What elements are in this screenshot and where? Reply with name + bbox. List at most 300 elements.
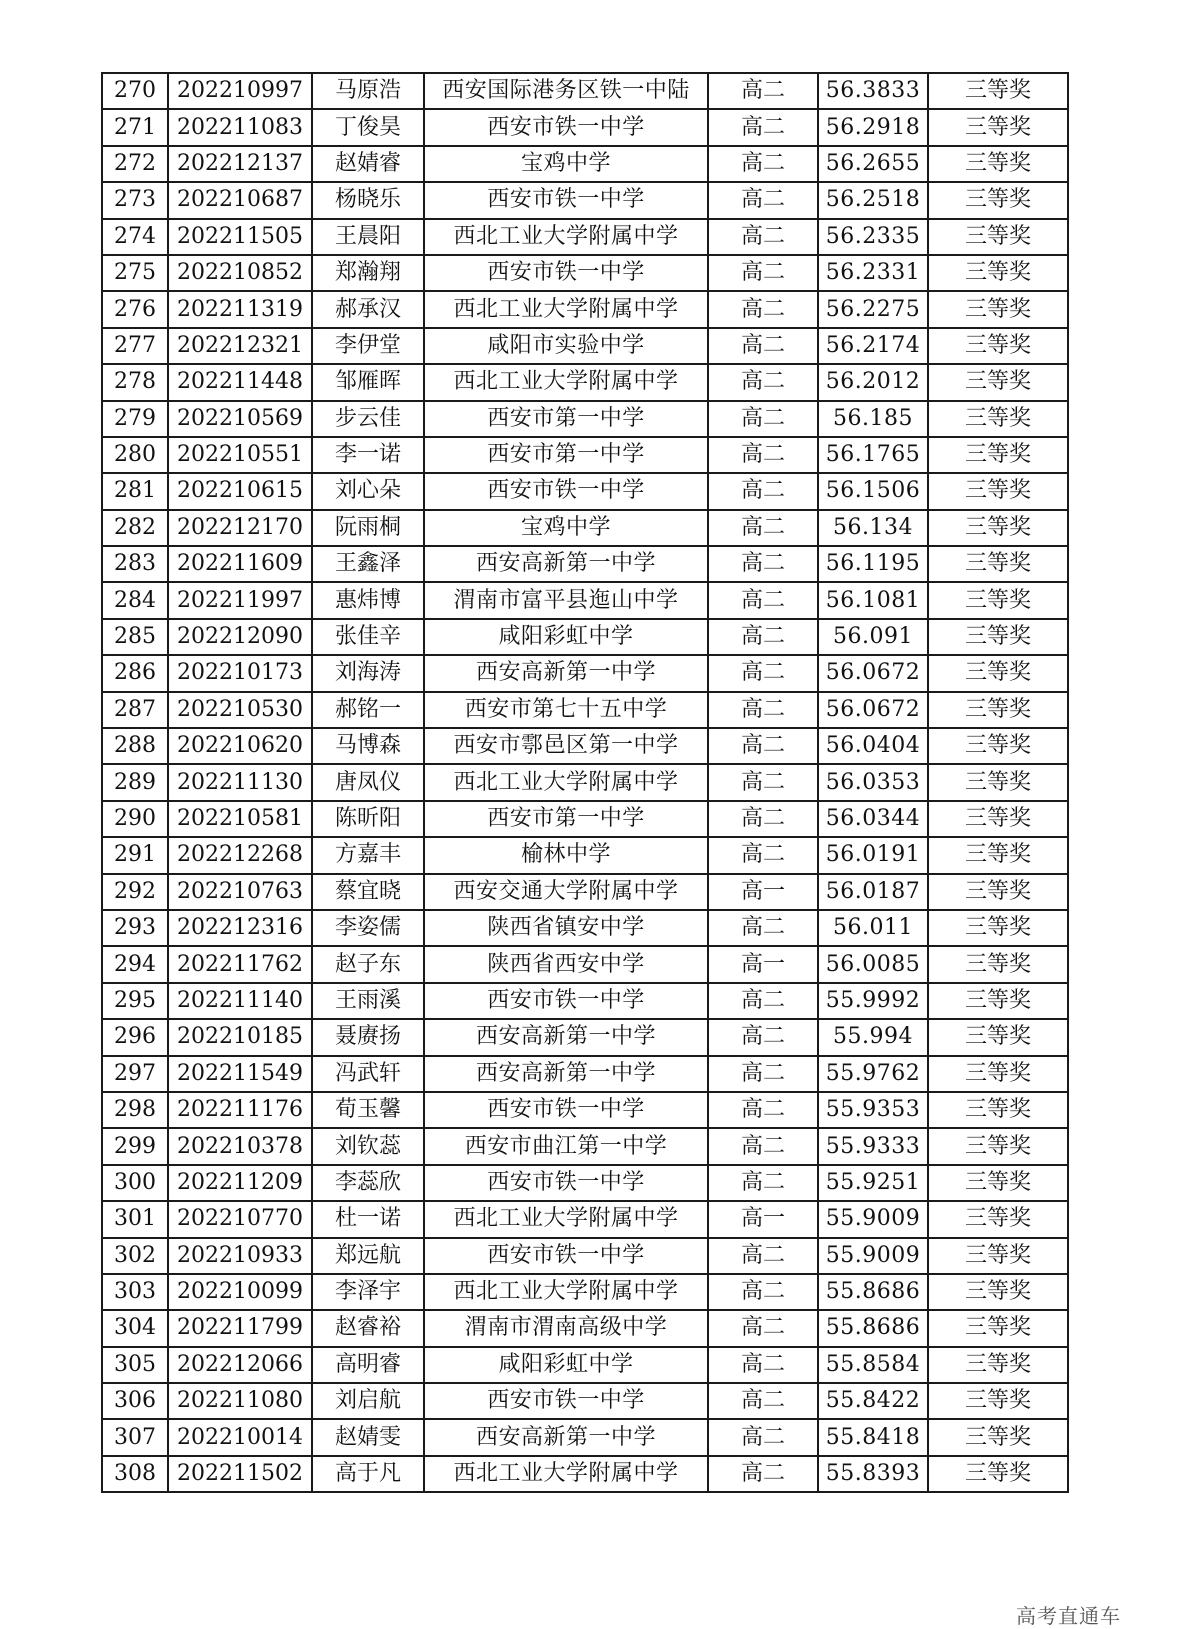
- school-cell: 西安市铁一中学: [424, 109, 708, 145]
- rank-cell: 282: [102, 510, 168, 546]
- award-cell: 三等奖: [928, 837, 1068, 873]
- id-cell: 202212268: [168, 837, 312, 873]
- table-row: [102, 619, 1068, 655]
- name-cell: 荀玉馨: [312, 1092, 424, 1128]
- award-cell: 三等奖: [928, 1274, 1068, 1310]
- rank-cell: 298: [102, 1092, 168, 1128]
- award-cell: 三等奖: [928, 1419, 1068, 1455]
- name-cell: 高于凡: [312, 1456, 424, 1492]
- name-cell: 冯武轩: [312, 1056, 424, 1092]
- grade-cell: 高一: [708, 874, 818, 910]
- score-cell: 56.0191: [818, 837, 928, 873]
- grade-cell: 高一: [708, 1201, 818, 1237]
- name-cell: 杜一诺: [312, 1201, 424, 1237]
- name-cell: 丁俊昊: [312, 109, 424, 145]
- id-cell: 202211502: [168, 1456, 312, 1492]
- score-cell: 56.0672: [818, 655, 928, 691]
- score-cell: 55.9251: [818, 1165, 928, 1201]
- table-row: [102, 1456, 1068, 1492]
- table-row: [102, 182, 1068, 218]
- award-cell: 三等奖: [928, 1383, 1068, 1419]
- rank-cell: 308: [102, 1456, 168, 1492]
- rank-cell: 286: [102, 655, 168, 691]
- name-cell: 王雨溪: [312, 983, 424, 1019]
- score-cell: 55.9762: [818, 1056, 928, 1092]
- table-row: [102, 1128, 1068, 1164]
- school-cell: 西安市铁一中学: [424, 1165, 708, 1201]
- grade-cell: 高二: [708, 837, 818, 873]
- name-cell: 李姿儒: [312, 910, 424, 946]
- table-row: [102, 728, 1068, 764]
- rank-cell: 281: [102, 473, 168, 509]
- id-cell: 202211448: [168, 364, 312, 400]
- id-cell: 202210014: [168, 1419, 312, 1455]
- id-cell: 202210852: [168, 255, 312, 291]
- rank-cell: 295: [102, 983, 168, 1019]
- name-cell: 聂赓扬: [312, 1019, 424, 1055]
- id-cell: 202210551: [168, 437, 312, 473]
- id-cell: 202211140: [168, 983, 312, 1019]
- score-cell: 55.994: [818, 1019, 928, 1055]
- table-row: [102, 1201, 1068, 1237]
- grade-cell: 高二: [708, 255, 818, 291]
- grade-cell: 高二: [708, 728, 818, 764]
- award-cell: 三等奖: [928, 1165, 1068, 1201]
- award-cell: 三等奖: [928, 1128, 1068, 1164]
- score-cell: 56.091: [818, 619, 928, 655]
- rank-cell: 304: [102, 1310, 168, 1346]
- name-cell: 张佳辛: [312, 619, 424, 655]
- score-cell: 55.8584: [818, 1347, 928, 1383]
- score-cell: 56.2335: [818, 219, 928, 255]
- rank-cell: 296: [102, 1019, 168, 1055]
- school-cell: 榆林中学: [424, 837, 708, 873]
- score-cell: 56.134: [818, 510, 928, 546]
- grade-cell: 高二: [708, 764, 818, 800]
- grade-cell: 高二: [708, 1056, 818, 1092]
- rank-cell: 290: [102, 801, 168, 837]
- table-row: [102, 291, 1068, 327]
- rank-cell: 275: [102, 255, 168, 291]
- id-cell: 202210378: [168, 1128, 312, 1164]
- school-cell: 西北工业大学附属中学: [424, 1274, 708, 1310]
- score-cell: 55.9009: [818, 1201, 928, 1237]
- id-cell: 202210530: [168, 692, 312, 728]
- id-cell: 202212170: [168, 510, 312, 546]
- grade-cell: 高二: [708, 692, 818, 728]
- score-cell: 55.9992: [818, 983, 928, 1019]
- award-cell: 三等奖: [928, 364, 1068, 400]
- name-cell: 李一诺: [312, 437, 424, 473]
- grade-cell: 高二: [708, 437, 818, 473]
- rank-cell: 283: [102, 546, 168, 582]
- award-cell: 三等奖: [928, 1201, 1068, 1237]
- table-row: [102, 73, 1068, 109]
- name-cell: 郝承汉: [312, 291, 424, 327]
- id-cell: 202211083: [168, 109, 312, 145]
- name-cell: 李蕊欣: [312, 1165, 424, 1201]
- table-row: [102, 109, 1068, 145]
- score-cell: 56.1081: [818, 582, 928, 618]
- score-cell: 56.2012: [818, 364, 928, 400]
- score-cell: 56.2275: [818, 291, 928, 327]
- id-cell: 202211609: [168, 546, 312, 582]
- table-row: [102, 328, 1068, 364]
- table-row: [102, 473, 1068, 509]
- grade-cell: 高二: [708, 1092, 818, 1128]
- id-cell: 202211080: [168, 1383, 312, 1419]
- table-row: [102, 1383, 1068, 1419]
- award-cell: 三等奖: [928, 582, 1068, 618]
- rank-cell: 306: [102, 1383, 168, 1419]
- school-cell: 西安高新第一中学: [424, 546, 708, 582]
- rank-cell: 291: [102, 837, 168, 873]
- school-cell: 西安市铁一中学: [424, 1092, 708, 1128]
- school-cell: 西安市第七十五中学: [424, 692, 708, 728]
- id-cell: 202210173: [168, 655, 312, 691]
- id-cell: 202210763: [168, 874, 312, 910]
- rank-cell: 273: [102, 182, 168, 218]
- name-cell: 马原浩: [312, 73, 424, 109]
- award-cell: 三等奖: [928, 255, 1068, 291]
- id-cell: 202211549: [168, 1056, 312, 1092]
- name-cell: 刘心朵: [312, 473, 424, 509]
- name-cell: 郝铭一: [312, 692, 424, 728]
- score-cell: 56.0344: [818, 801, 928, 837]
- name-cell: 方嘉丰: [312, 837, 424, 873]
- school-cell: 西安市第一中学: [424, 801, 708, 837]
- school-cell: 西安国际港务区铁一中陆: [424, 73, 708, 109]
- id-cell: 202210620: [168, 728, 312, 764]
- score-cell: 55.9333: [818, 1128, 928, 1164]
- table-row: [102, 546, 1068, 582]
- score-cell: 55.9009: [818, 1238, 928, 1274]
- award-cell: 三等奖: [928, 1019, 1068, 1055]
- score-cell: 56.2655: [818, 146, 928, 182]
- award-cell: 三等奖: [928, 109, 1068, 145]
- award-cell: 三等奖: [928, 219, 1068, 255]
- school-cell: 西安市第一中学: [424, 401, 708, 437]
- rank-cell: 300: [102, 1165, 168, 1201]
- table-row: [102, 255, 1068, 291]
- id-cell: 202210185: [168, 1019, 312, 1055]
- rank-cell: 307: [102, 1419, 168, 1455]
- rank-cell: 279: [102, 401, 168, 437]
- award-cell: 三等奖: [928, 146, 1068, 182]
- score-cell: 56.0085: [818, 946, 928, 982]
- id-cell: 202210997: [168, 73, 312, 109]
- name-cell: 郑远航: [312, 1238, 424, 1274]
- grade-cell: 高二: [708, 364, 818, 400]
- name-cell: 李泽宇: [312, 1274, 424, 1310]
- grade-cell: 高二: [708, 1238, 818, 1274]
- name-cell: 刘海涛: [312, 655, 424, 691]
- score-cell: 56.0353: [818, 764, 928, 800]
- table-row: [102, 837, 1068, 873]
- name-cell: 高明睿: [312, 1347, 424, 1383]
- school-cell: 咸阳彩虹中学: [424, 619, 708, 655]
- school-cell: 西安市第一中学: [424, 437, 708, 473]
- name-cell: 刘钦蕊: [312, 1128, 424, 1164]
- table-row: [102, 764, 1068, 800]
- id-cell: 202211799: [168, 1310, 312, 1346]
- school-cell: 渭南市富平县迤山中学: [424, 582, 708, 618]
- name-cell: 唐凤仪: [312, 764, 424, 800]
- name-cell: 刘启航: [312, 1383, 424, 1419]
- award-cell: 三等奖: [928, 1310, 1068, 1346]
- id-cell: 202212066: [168, 1347, 312, 1383]
- award-cell: 三等奖: [928, 291, 1068, 327]
- school-cell: 西北工业大学附属中学: [424, 219, 708, 255]
- rank-cell: 301: [102, 1201, 168, 1237]
- school-cell: 渭南市渭南高级中学: [424, 1310, 708, 1346]
- id-cell: 202210687: [168, 182, 312, 218]
- school-cell: 宝鸡中学: [424, 510, 708, 546]
- score-cell: 56.2331: [818, 255, 928, 291]
- award-cell: 三等奖: [928, 437, 1068, 473]
- rank-cell: 284: [102, 582, 168, 618]
- rank-cell: 288: [102, 728, 168, 764]
- score-cell: 56.0187: [818, 874, 928, 910]
- school-cell: 西北工业大学附属中学: [424, 764, 708, 800]
- score-cell: 56.0672: [818, 692, 928, 728]
- results-table-body: [102, 73, 1068, 1492]
- score-cell: 56.3833: [818, 73, 928, 109]
- grade-cell: 高二: [708, 73, 818, 109]
- id-cell: 202210615: [168, 473, 312, 509]
- name-cell: 马博森: [312, 728, 424, 764]
- grade-cell: 高二: [708, 473, 818, 509]
- id-cell: 202210099: [168, 1274, 312, 1310]
- grade-cell: 高二: [708, 983, 818, 1019]
- table-row: [102, 1274, 1068, 1310]
- table-row: [102, 1165, 1068, 1201]
- name-cell: 杨晓乐: [312, 182, 424, 218]
- award-cell: 三等奖: [928, 764, 1068, 800]
- school-cell: 西北工业大学附属中学: [424, 1201, 708, 1237]
- school-cell: 西安市铁一中学: [424, 1383, 708, 1419]
- grade-cell: 高二: [708, 1019, 818, 1055]
- table-row: [102, 1347, 1068, 1383]
- name-cell: 赵睿裕: [312, 1310, 424, 1346]
- name-cell: 陈昕阳: [312, 801, 424, 837]
- grade-cell: 高二: [708, 510, 818, 546]
- score-cell: 55.8686: [818, 1310, 928, 1346]
- grade-cell: 高二: [708, 291, 818, 327]
- school-cell: 西安市鄠邑区第一中学: [424, 728, 708, 764]
- table-row: [102, 1238, 1068, 1274]
- name-cell: 邹雁晖: [312, 364, 424, 400]
- grade-cell: 高二: [708, 1165, 818, 1201]
- rank-cell: 292: [102, 874, 168, 910]
- id-cell: 202211176: [168, 1092, 312, 1128]
- award-cell: 三等奖: [928, 1347, 1068, 1383]
- name-cell: 王晨阳: [312, 219, 424, 255]
- grade-cell: 高二: [708, 219, 818, 255]
- grade-cell: 高二: [708, 328, 818, 364]
- award-cell: 三等奖: [928, 728, 1068, 764]
- award-cell: 三等奖: [928, 1056, 1068, 1092]
- award-cell: 三等奖: [928, 692, 1068, 728]
- score-cell: 55.8418: [818, 1419, 928, 1455]
- id-cell: 202211209: [168, 1165, 312, 1201]
- rank-cell: 299: [102, 1128, 168, 1164]
- name-cell: 步云佳: [312, 401, 424, 437]
- score-cell: 55.8393: [818, 1456, 928, 1492]
- school-cell: 西安市铁一中学: [424, 182, 708, 218]
- table-row: [102, 146, 1068, 182]
- score-cell: 56.1195: [818, 546, 928, 582]
- school-cell: 西安市铁一中学: [424, 473, 708, 509]
- table-row: [102, 1310, 1068, 1346]
- school-cell: 西安市铁一中学: [424, 983, 708, 1019]
- school-cell: 西安高新第一中学: [424, 1419, 708, 1455]
- rank-cell: 305: [102, 1347, 168, 1383]
- score-cell: 56.011: [818, 910, 928, 946]
- score-cell: 55.9353: [818, 1092, 928, 1128]
- school-cell: 西安市曲江第一中学: [424, 1128, 708, 1164]
- score-cell: 56.1765: [818, 437, 928, 473]
- grade-cell: 高二: [708, 655, 818, 691]
- award-cell: 三等奖: [928, 510, 1068, 546]
- watermark-text: 高考直通车: [1016, 1604, 1121, 1628]
- rank-cell: 277: [102, 328, 168, 364]
- award-cell: 三等奖: [928, 655, 1068, 691]
- id-cell: 202210770: [168, 1201, 312, 1237]
- table-row: [102, 582, 1068, 618]
- school-cell: 西安市铁一中学: [424, 1238, 708, 1274]
- rank-cell: 287: [102, 692, 168, 728]
- name-cell: 阮雨桐: [312, 510, 424, 546]
- school-cell: 西安交通大学附属中学: [424, 874, 708, 910]
- id-cell: 202212316: [168, 910, 312, 946]
- award-cell: 三等奖: [928, 73, 1068, 109]
- name-cell: 王鑫泽: [312, 546, 424, 582]
- award-cell: 三等奖: [928, 619, 1068, 655]
- award-cell: 三等奖: [928, 910, 1068, 946]
- grade-cell: 高二: [708, 1310, 818, 1346]
- grade-cell: 高二: [708, 582, 818, 618]
- award-cell: 三等奖: [928, 473, 1068, 509]
- school-cell: 西安市铁一中学: [424, 255, 708, 291]
- table-row: [102, 692, 1068, 728]
- score-cell: 56.2918: [818, 109, 928, 145]
- school-cell: 西北工业大学附属中学: [424, 364, 708, 400]
- table-row: [102, 801, 1068, 837]
- table-row: [102, 437, 1068, 473]
- grade-cell: 高二: [708, 1347, 818, 1383]
- id-cell: 202211505: [168, 219, 312, 255]
- grade-cell: 高二: [708, 109, 818, 145]
- table-row: [102, 1419, 1068, 1455]
- rank-cell: 270: [102, 73, 168, 109]
- id-cell: 202211997: [168, 582, 312, 618]
- name-cell: 赵婧睿: [312, 146, 424, 182]
- grade-cell: 高二: [708, 1419, 818, 1455]
- table-row: [102, 655, 1068, 691]
- grade-cell: 高二: [708, 1128, 818, 1164]
- grade-cell: 高二: [708, 182, 818, 218]
- table-row: [102, 510, 1068, 546]
- rank-cell: 280: [102, 437, 168, 473]
- id-cell: 202210933: [168, 1238, 312, 1274]
- rank-cell: 294: [102, 946, 168, 982]
- school-cell: 陕西省镇安中学: [424, 910, 708, 946]
- table-row: [102, 983, 1068, 1019]
- grade-cell: 高二: [708, 619, 818, 655]
- award-cell: 三等奖: [928, 401, 1068, 437]
- name-cell: 赵婧雯: [312, 1419, 424, 1455]
- award-cell: 三等奖: [928, 946, 1068, 982]
- rank-cell: 276: [102, 291, 168, 327]
- rank-cell: 297: [102, 1056, 168, 1092]
- table-row: [102, 910, 1068, 946]
- id-cell: 202210581: [168, 801, 312, 837]
- award-cell: 三等奖: [928, 1456, 1068, 1492]
- rank-cell: 302: [102, 1238, 168, 1274]
- score-cell: 56.2174: [818, 328, 928, 364]
- table-row: [102, 946, 1068, 982]
- grade-cell: 高二: [708, 1274, 818, 1310]
- award-cell: 三等奖: [928, 546, 1068, 582]
- rank-cell: 285: [102, 619, 168, 655]
- grade-cell: 高二: [708, 146, 818, 182]
- score-cell: 56.1506: [818, 473, 928, 509]
- table-row: [102, 1092, 1068, 1128]
- table-row: [102, 219, 1068, 255]
- score-cell: 56.2518: [818, 182, 928, 218]
- rank-cell: 303: [102, 1274, 168, 1310]
- award-cell: 三等奖: [928, 801, 1068, 837]
- rank-cell: 271: [102, 109, 168, 145]
- name-cell: 赵子东: [312, 946, 424, 982]
- id-cell: 202212321: [168, 328, 312, 364]
- rank-cell: 278: [102, 364, 168, 400]
- grade-cell: 高二: [708, 801, 818, 837]
- award-cell: 三等奖: [928, 1092, 1068, 1128]
- rank-cell: 274: [102, 219, 168, 255]
- score-cell: 55.8686: [818, 1274, 928, 1310]
- score-cell: 55.8422: [818, 1383, 928, 1419]
- name-cell: 李伊堂: [312, 328, 424, 364]
- score-cell: 56.185: [818, 401, 928, 437]
- table-row: [102, 401, 1068, 437]
- id-cell: 202210569: [168, 401, 312, 437]
- grade-cell: 高二: [708, 401, 818, 437]
- score-cell: 56.0404: [818, 728, 928, 764]
- school-cell: 西北工业大学附属中学: [424, 1456, 708, 1492]
- school-cell: 西安高新第一中学: [424, 1019, 708, 1055]
- name-cell: 蔡宜晓: [312, 874, 424, 910]
- school-cell: 宝鸡中学: [424, 146, 708, 182]
- school-cell: 西北工业大学附属中学: [424, 291, 708, 327]
- id-cell: 202212137: [168, 146, 312, 182]
- school-cell: 西安高新第一中学: [424, 655, 708, 691]
- name-cell: 郑瀚翔: [312, 255, 424, 291]
- name-cell: 惠炜博: [312, 582, 424, 618]
- grade-cell: 高一: [708, 946, 818, 982]
- table-row: [102, 364, 1068, 400]
- rank-cell: 289: [102, 764, 168, 800]
- id-cell: 202211319: [168, 291, 312, 327]
- id-cell: 202211762: [168, 946, 312, 982]
- award-cell: 三等奖: [928, 1238, 1068, 1274]
- rank-cell: 293: [102, 910, 168, 946]
- school-cell: 咸阳市实验中学: [424, 328, 708, 364]
- table-row: [102, 1056, 1068, 1092]
- rank-cell: 272: [102, 146, 168, 182]
- id-cell: 202212090: [168, 619, 312, 655]
